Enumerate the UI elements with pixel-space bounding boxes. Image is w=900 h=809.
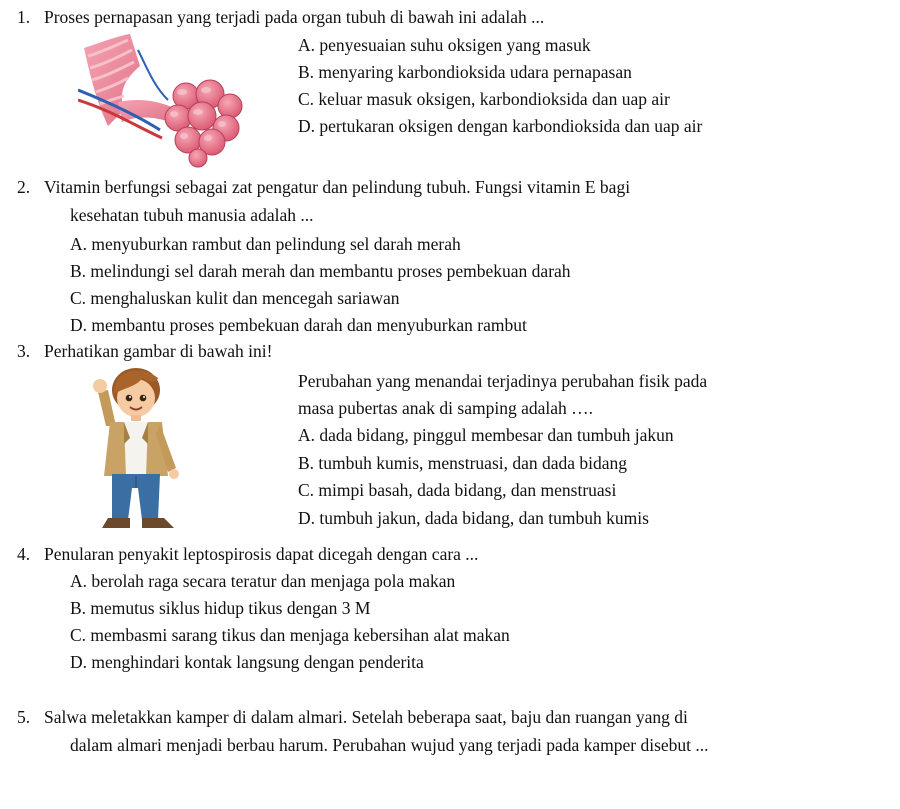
option-d[interactable]: D. pertukaran oksigen dengan karbondioksida dan uap air xyxy=(298,116,703,136)
option-d[interactable]: D. membantu proses pembekuan darah dan menyuburkan rambut xyxy=(70,315,527,335)
question-text: Proses pernapasan yang terjadi pada organ tubuh di bawah ini adalah ... xyxy=(44,7,545,27)
question-number: 5. xyxy=(17,707,31,727)
boy-illustration xyxy=(84,364,194,534)
question-number: 2. xyxy=(17,177,31,197)
question-text-line-2: dalam almari menjadi berbau harum. Perubahan wujud yang terjadi pada kamper disebut ... xyxy=(70,735,709,755)
question-number: 3. xyxy=(17,341,31,361)
option-c[interactable]: C. mimpi basah, dada bidang, dan menstruasi xyxy=(298,480,617,500)
alveoli-illustration xyxy=(78,30,244,168)
option-c[interactable]: C. membasmi sarang tikus dan menjaga kebersihan alat makan xyxy=(70,625,510,645)
option-b[interactable]: B. melindungi sel darah merah dan membantu proses pembekuan darah xyxy=(70,261,571,281)
question-text-line-1: Vitamin berfungsi sebagai zat pengatur dan pelindung tubuh. Fungsi vitamin E bagi xyxy=(44,177,631,197)
option-a[interactable]: A. dada bidang, pinggul membesar dan tumbuh jakun xyxy=(298,425,674,445)
question-text-line-2: kesehatan tubuh manusia adalah ... xyxy=(70,205,314,225)
option-a[interactable]: A. menyuburkan rambut dan pelindung sel darah merah xyxy=(70,234,461,254)
question-number: 4. xyxy=(17,544,31,564)
option-d[interactable]: D. menghindari kontak langsung dengan penderita xyxy=(70,652,424,672)
question-text: Penularan penyakit leptospirosis dapat dicegah dengan cara ... xyxy=(44,544,479,564)
question-text: Perhatikan gambar di bawah ini! xyxy=(44,341,273,361)
option-b[interactable]: B. tumbuh kumis, menstruasi, dan dada bidang xyxy=(298,453,628,473)
option-c[interactable]: C. menghaluskan kulit dan mencegah sariawan xyxy=(70,288,400,308)
prompt-line-2: masa pubertas anak di samping adalah …. xyxy=(298,398,593,418)
option-d[interactable]: D. tumbuh jakun, dada bidang, dan tumbuh kumis xyxy=(298,508,649,528)
question-text-line-1: Salwa meletakkan kamper di dalam almari. Setelah beberapa saat, baju dan ruangan yang di xyxy=(44,707,688,727)
prompt-line-1: Perubahan yang menandai terjadinya perubahan fisik pada xyxy=(298,371,708,391)
option-a[interactable]: A. penyesuaian suhu oksigen yang masuk xyxy=(298,35,591,55)
option-b[interactable]: B. menyaring karbondioksida udara pernapasan xyxy=(298,62,632,82)
option-c[interactable]: C. keluar masuk oksigen, karbondioksida dan uap air xyxy=(298,89,670,109)
option-b[interactable]: B. memutus siklus hidup tikus dengan 3 M xyxy=(70,598,371,618)
option-a[interactable]: A. berolah raga secara teratur dan menjaga pola makan xyxy=(70,571,456,591)
question-number: 1. xyxy=(17,7,31,27)
